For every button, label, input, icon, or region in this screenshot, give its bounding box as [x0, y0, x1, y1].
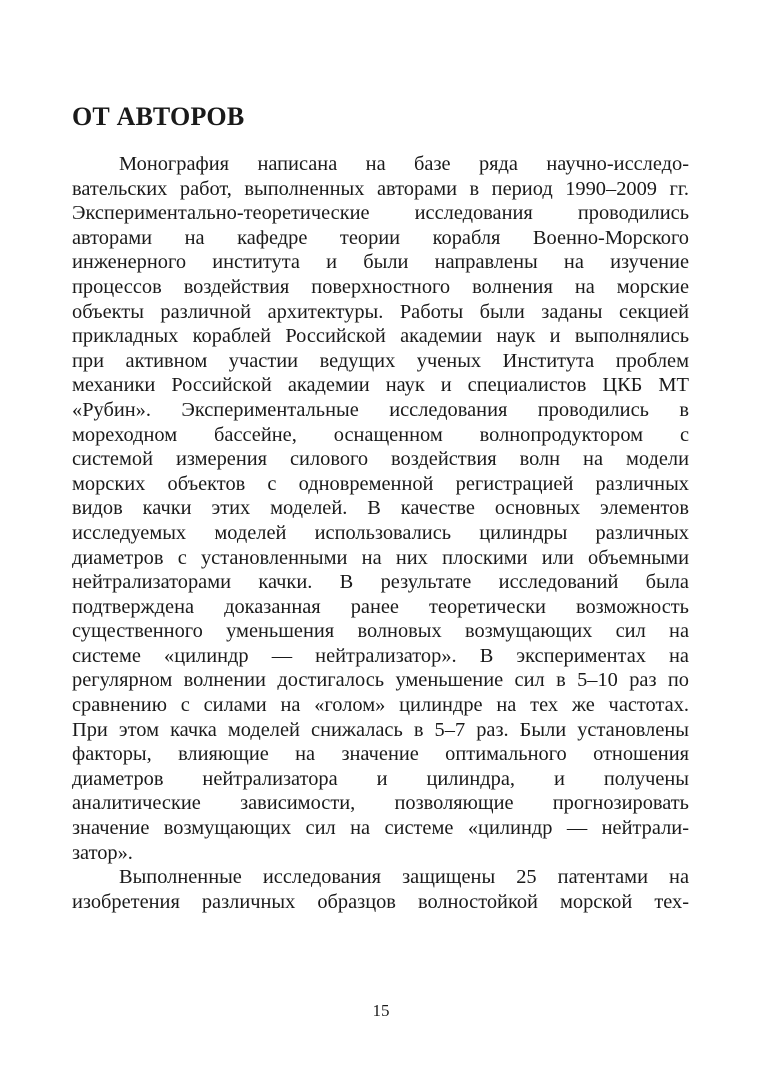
- text-line: диаметров нейтрализатора и цилиндра, и получены: [72, 767, 689, 790]
- text-line: исследуемых моделей использовались цилиндры различных: [72, 521, 689, 544]
- text-line: морских объектов с одновременной регистрацией различных: [72, 472, 689, 495]
- text-line: механики Российской академии наук и специалистов ЦКБ МТ: [72, 374, 689, 397]
- text-line: значение возмущающих сил на системе «цилиндр — нейтрали-: [72, 817, 689, 840]
- text-line: При этом качка моделей снижалась в 5–7 раз. Были установлены: [72, 718, 689, 741]
- text-line: вательских работ, выполненных авторами в период 1990–2009 гг.: [72, 177, 689, 200]
- text-line: нейтрализаторами качки. В результате исследований была: [72, 571, 689, 594]
- text-line: затор».: [72, 841, 133, 864]
- text-line: инженерного института и были направлены на изучение: [72, 251, 689, 274]
- text-line: авторами на кафедре теории корабля Военно-Морского: [72, 226, 689, 249]
- text-line: факторы, влияющие на значение оптимального отношения: [72, 743, 689, 766]
- section-heading: ОТ АВТОРОВ: [72, 102, 245, 131]
- text-line: объекты различной архитектуры. Работы были заданы секцией: [72, 300, 689, 323]
- text-line: подтверждена доказанная ранее теоретически возможность: [72, 595, 689, 618]
- text-line: системе «цилиндр — нейтрализатор». В экспериментах на: [72, 644, 689, 667]
- text-line: процессов воздействия поверхностного волнения на морские: [72, 275, 689, 298]
- text-line: мореходном бассейне, оснащенном волнопродуктором с: [72, 423, 689, 446]
- text-line: существенного уменьшения волновых возмущающих сил на: [72, 620, 689, 643]
- paragraph-2: [72, 865, 689, 914]
- text-line: сравнению с силами на «голом» цилиндре на тех же частотах.: [72, 694, 689, 717]
- text-line: видов качки этих моделей. В качестве основных элементов: [72, 497, 689, 520]
- text-line: системой измерения силового воздействия волн на модели: [72, 448, 689, 471]
- text-line: изобретения различных образцов волностойкой морской тех-: [72, 890, 689, 913]
- body-text: [72, 152, 689, 914]
- text-line: регулярном волнении достигалось уменьшение сил в 5–10 раз по: [72, 669, 689, 692]
- text-line: Монография написана на базе ряда научно-исследо-: [119, 153, 689, 175]
- text-line: диаметров с установленными на них плоскими или объемными: [72, 546, 689, 569]
- page-number: 15: [372, 1001, 390, 1020]
- text-line: Экспериментально-теоретические исследования проводились: [72, 202, 689, 225]
- text-line: «Рубин». Экспериментальные исследования проводились в: [72, 398, 689, 421]
- text-line: Выполненные исследования защищены 25 патентами на: [119, 866, 689, 889]
- text-line: прикладных кораблей Российской академии наук и выполнялись: [72, 325, 689, 348]
- text-line: при активном участии ведущих ученых Института проблем: [72, 349, 689, 372]
- paragraph-1: [72, 152, 689, 865]
- text-line: аналитические зависимости, позволяющие прогнозировать: [72, 792, 689, 815]
